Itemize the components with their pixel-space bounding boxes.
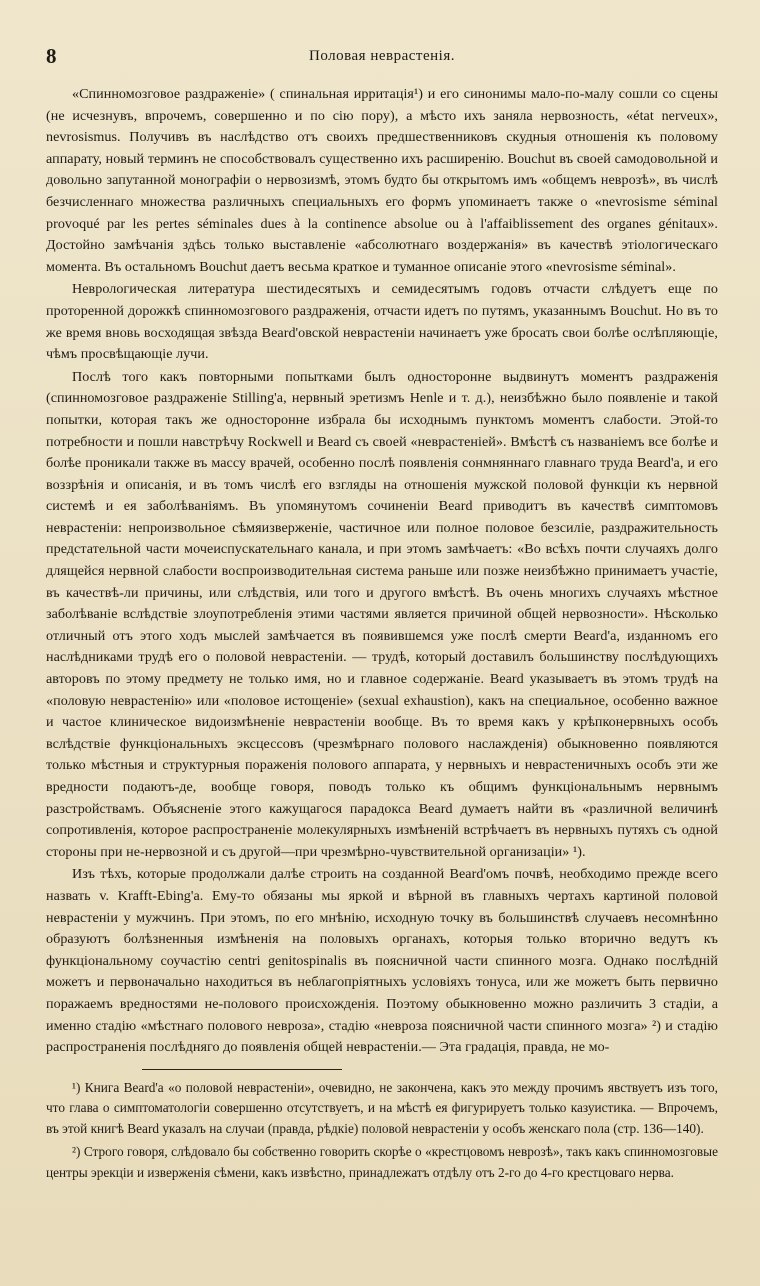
paragraph: «Спинномозговое раздраженіе» ( спинальная ирритація¹) и его синонимы мало-по-малу сошли со сцены (не исчезнувъ, впрочемъ, совершенно и по сію пору), а мѣсто ихъ заняла нервозность, «état nerveux», nevrosismus. Получивъ въ наслѣдство отъ своихъ предшественниковъ скудныя отношенія къ половому аппарату, новый терминъ не способствовалъ существенно ихъ расширенію. Bouchut въ своей самодовольной и довольно запутанной монографіи о нервозизмѣ, этомъ будто бы открытомъ имъ «общемъ неврозѣ», въ числѣ безчисленнаго множества различныхъ специальныхъ его формъ упоминаетъ также о «nevrosisme séminal provoqué par les pertes séminales dues à la continence absolue ou à l'affaiblissement des organes génitaux». Достойно замѣчанія здѣсь только выставленіе «абсолютнаго воздержанія» въ качествѣ этіологическаго момента. Въ остальномъ Bouchut даетъ весьма краткое и туманное описаніе этого «nevrosisme séminal».: [46, 86, 718, 275]
footnote: ²) Строго говоря, слѣдовало бы собственно говорить скорѣе о «крестцовомъ неврозѣ», такъ какъ спинномозговые центры эрекціи и изверженія сѣмени, какъ извѣстно, принадлежатъ отдѣлу отъ 2-го до 4-го крестцоваго нерва.: [46, 1144, 718, 1180]
footnote: ¹) Книга Beard'а «о половой неврастеніи», очевидно, не закончена, какъ это между прочимъ явствуетъ изъ того, что глава о симптоматологіи совершенно отсутствуетъ, и на мѣстѣ ея фигурируетъ только казуистика. — Впрочемъ, въ этой книгѣ Beard указалъ на случаи (правда, рѣдкіе) половой неврастеніи у особъ женскаго пола (стр. 136—140).: [46, 1079, 718, 1136]
paragraph: Изъ тѣхъ, которые продолжали далѣе строить на созданной Beard'омъ почвѣ, необходимо прежде всего назвать v. Krafft-Ebing'а. Ему-то обязаны мы яркой и вѣрной въ главныхъ чертахъ картиной половой неврастеніи у мужчинъ. При этомъ, по его мнѣнію, исходную точку въ большинствѣ случаевъ несомнѣнно образуютъ болѣзненныя измѣненія на половыхъ органахъ, которыя только вторично ведутъ къ функціональному соучастію centri genitospinalis въ поясничной части спинного мозга. Однако послѣдній можетъ и первоначально находиться въ неблагопріятныхъ условіяхъ тонуса, или же можетъ быть первично поражаемъ вредностями не-полового происхожденія. Поэтому обыкновенно можно различить 3 стадіи, а именно стадію «мѣстнаго полового невроза», стадію «невроза поясничной части спинного мозга» ²) и стадію распространенія послѣдняго до появленія общей неврастеніи.— Эта градація, правда, не мо-: [46, 866, 718, 1056]
footnotes: [46, 1078, 718, 1184]
footnote-divider: [142, 1069, 342, 1070]
paragraph: Послѣ того какъ повторными попытками былъ односторонне выдвинутъ моментъ раздраженія (спинномозговое раздраженіе Stilling'а, нервный эретизмъ Henle и т. д.), неизбѣжно было появленіе и такой попытки, которая такъ же односторонне избрала бы исходнымъ пунктомъ моментъ слабости. Этой-то потребности и пошли навстрѣчу Rockwell и Beard съ своей «неврастеніей». Вмѣстѣ съ названіемъ все болѣе и болѣе проникали также въ массу врачей, особенно послѣ появленія сонмняннаго главнаго труда Beard'а, и его воззрѣнія и описанія, и въ томъ числѣ его взгляды на отношенія мужской половой функціи къ нервной системѣ и ея заболѣваніямъ. Въ упомянутомъ сочиненіи Beard приводитъ въ качествѣ симптомовъ неврастеніи: непроизвольное сѣмяизверженіе, частичное или полное половое безсиліе, раздражительность предстательной части мочеиспускательнаго канала, и при этомъ замѣчаетъ: «Во всѣхъ почти случаяхъ долго длящейся нервной слабости воспроизводительная система раньше или позже неизбѣжно принимаетъ участіе, въ качествѣ-ли причины, или слѣдствія, или того и другого вмѣстѣ. Въ очень многихъ случаяхъ мѣстное заболѣваніе вслѣдствіе злоупотребленія этими частями является причиной общей нервозности». Нѣсколько отличный отъ этого ходъ мыслей замѣчается въ появившемся уже послѣ смерти Beard'а, изданномъ его наслѣдниками трудѣ его о половой неврастеніи. — трудѣ, который доставилъ большинству послѣдующихъ авторовъ по этому предмету не только имя, но и главное содержаніе. Beard указываетъ въ этомъ трудѣ на «половую неврастенію» или «половое истощеніе» (sexual exhaustion), какъ на специальное, особенно важное и частое клиническое видоизмѣненіе неврастеніи вообще. Въ то время какъ у крѣпконервныхъ особъ вслѣдствіе функціональныхъ эксцессовъ (чрезмѣрнаго полового наслажденія) обыкновенно появляются только мѣстныя и структурныя пораженія полового аппарата, у нервныхъ и неврастеничныхъ особъ эти же вредности подаютъ-де, вообще говоря, поводъ только къ общимъ функціональнымъ нервнымъ разстройствамъ. Объясненіе этого кажущагося парадокса Beard думаетъ найти въ «различной величинѣ сопротивленія, которое распространеніе молекулярныхъ измѣненій встрѣчаетъ въ нервныхъ путяхъ съ одной стороны при не-нервозной и съ другой—при чрезмѣрно-чувствительной организаціи» ¹).: [46, 368, 718, 860]
paragraph: Неврологическая литература шестидесятыхъ и семидесятымъ годовъ отчасти слѣдуетъ еще по проторенной дорожкѣ спинномозгового раздраженія, отчасти идетъ по путямъ, указаннымъ Bouchut. Но въ то же время вновь восходящая звѣзда Beard'овской неврастеніи начинаетъ уже бросать свои болѣе ослѣпляющіе, чѣмъ просвѣщающіе лучи.: [46, 281, 718, 363]
running-title: Половая неврастенія.: [309, 48, 455, 64]
page-header: [46, 44, 718, 84]
body-text: [46, 84, 718, 1059]
page-number: 8: [46, 44, 57, 68]
